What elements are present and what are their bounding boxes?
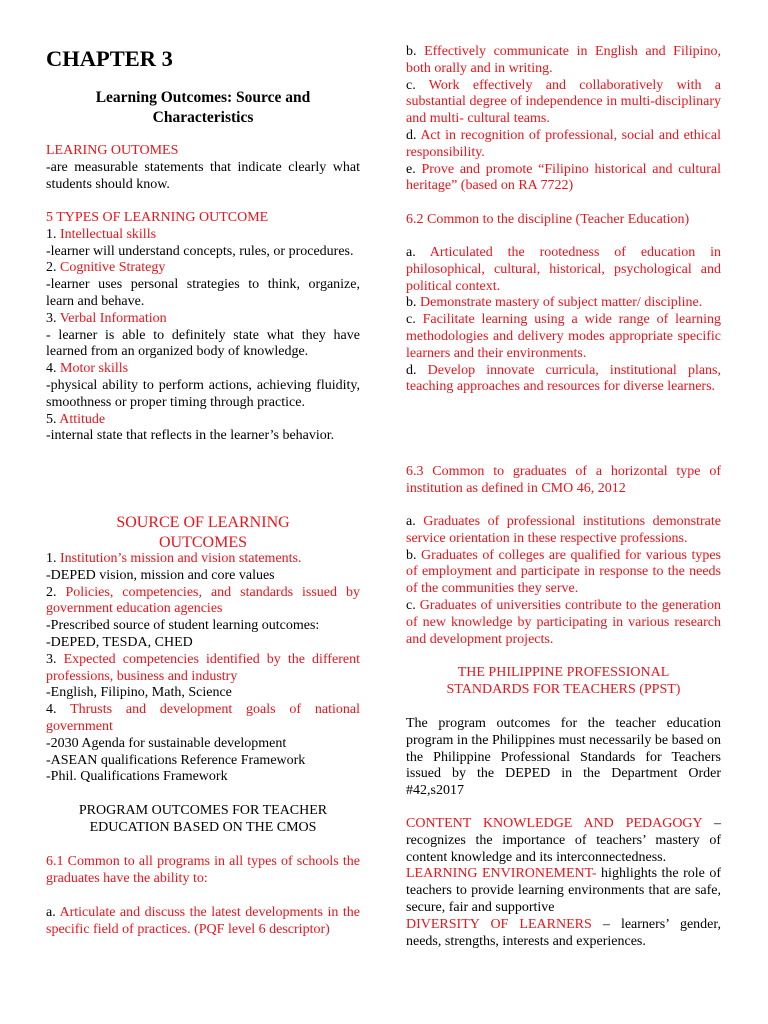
list-item: d. Act in recognition of professional, social and ethical responsibility. xyxy=(406,127,721,160)
source-item: 2. Policies, competencies, and standards issued by government education agencies -Prescribed source of student learning outcomes: -DEPED, TESDA, CHED xyxy=(46,584,361,650)
list-item: d. Develop innovate curricula, institutional plans, teaching approaches and resources for diverse learners. xyxy=(406,362,721,395)
list-item: b. Graduates of colleges are qualified for various types of employment and participate in response to the needs of the communities they serve. xyxy=(406,547,722,597)
domain-item: DIVERSITY OF LEARNERS – learners’ gender, needs, strengths, interests and experiences. xyxy=(406,916,721,949)
program-outcomes-heading: PROGRAM OUTCOMES FOR TEACHER EDUCATION BASED ON THE CMOS xyxy=(78,803,328,835)
ppst-heading: THE PHILIPPINE PROFESSIONAL STANDARDS FOR TEACHERS (PPST) xyxy=(446,665,681,697)
domain-item: CONTENT KNOWLEDGE AND PEDAGOGY – recognizes the importance of teachers’ mastery of content knowledge and its interconnectedness. xyxy=(406,816,722,865)
chapter-subtitle: Learning Outcomes: Source and Characteristics xyxy=(95,89,311,126)
chapter-title: CHAPTER 3 xyxy=(46,46,173,71)
definition-section xyxy=(46,143,360,193)
section-6-1-heading: 6.1 Common to all programs in all types of schools the graduates have the ability to: xyxy=(46,854,360,886)
type-item: 1. Intellectual skills -learner will understand concepts, rules, or procedures. xyxy=(46,226,354,259)
list-item: b. Demonstrate mastery of subject matter/ discipline. xyxy=(406,295,703,311)
list-item: a. Articulated the rootedness of education in philosophical, cultural, historical, psychological and political context. xyxy=(406,245,721,294)
type-item: 2. Cognitive Strategy -learner uses personal strategies to think, organize, learn and behave. xyxy=(46,260,360,309)
list-item: a. Graduates of professional institutions demonstrate service orientation in these respective professions. xyxy=(406,514,722,546)
section-6-1-item-a: a. Articulate and discuss the latest developments in the specific field of practices. (PQF level 6 descriptor) xyxy=(46,905,360,937)
type-item: 4. Motor skills -physical ability to perform actions, achieving fluidity, smoothness or proper timing through practice. xyxy=(46,361,360,410)
source-item: 4. Thrusts and development goals of national government -2030 Agenda for sustainable development -ASEAN qualifications Reference Framework -Phil. Qualifications Framework xyxy=(46,702,361,785)
section-6-1-items xyxy=(406,44,721,195)
source-heading: SOURCE OF LEARNING OUTCOMES xyxy=(116,514,290,551)
domain-item: LEARNING ENVIRONEMENT- highlights the role of teachers to provide learning environments that are safe, secure, fair and supportive xyxy=(406,866,721,915)
section-6-3-items xyxy=(406,514,721,648)
list-item: c. Facilitate learning using a wide range of learning methodologies and delivery modes appropriate specific learners and their environments. xyxy=(406,312,721,361)
definition-heading: LEARING OUTOMES xyxy=(46,143,179,158)
type-item: 3. Verbal Information - learner is able to definitely state what they have learned from an organized body of knowledge. xyxy=(46,310,360,360)
list-item: b. Effectively communicate in English and Filipino, both orally and in writing. xyxy=(406,44,722,76)
section-6-3-heading: 6.3 Common to graduates of a horizontal type of institution as defined in CMO 46, 2012 xyxy=(406,464,721,496)
types-heading: 5 TYPES OF LEARNING OUTCOME xyxy=(46,210,269,225)
type-item: 5. Attitude -internal state that reflects in the learner’s behavior. xyxy=(46,411,335,444)
definition-text: -are measurable statements that indicate clearly what students should know. xyxy=(46,159,360,192)
list-item: e. Prove and promote “Filipino historical and cultural heritage” (based on RA 7722) xyxy=(406,161,721,194)
list-item: c. Work effectively and collaboratively with a substantial degree of independence in multi-disciplinary and multi- cultural teams. xyxy=(406,77,721,127)
ppst-paragraph: The program outcomes for the teacher education program in the Philippines must necessarily be based on the Philippine Professional Standards for Teachers issued by the DEPED in the Department Order #42,s2017 xyxy=(406,716,721,799)
list-item: c. Graduates of universities contribute to the generation of new knowledge by participating in various research and development projects. xyxy=(406,597,722,647)
sources-list xyxy=(46,551,360,786)
source-item: 1. Institution’s mission and vision statements. -DEPED vision, mission and core values xyxy=(46,551,302,583)
ppst-domains xyxy=(406,816,721,950)
types-section xyxy=(46,210,360,445)
section-6-2-items xyxy=(406,245,721,396)
section-6-2-heading: 6.2 Common to the discipline (Teacher Education) xyxy=(406,212,690,227)
source-item: 3. Expected competencies identified by the different professions, business and industry -English, Filipino, Math, Science xyxy=(46,651,360,701)
